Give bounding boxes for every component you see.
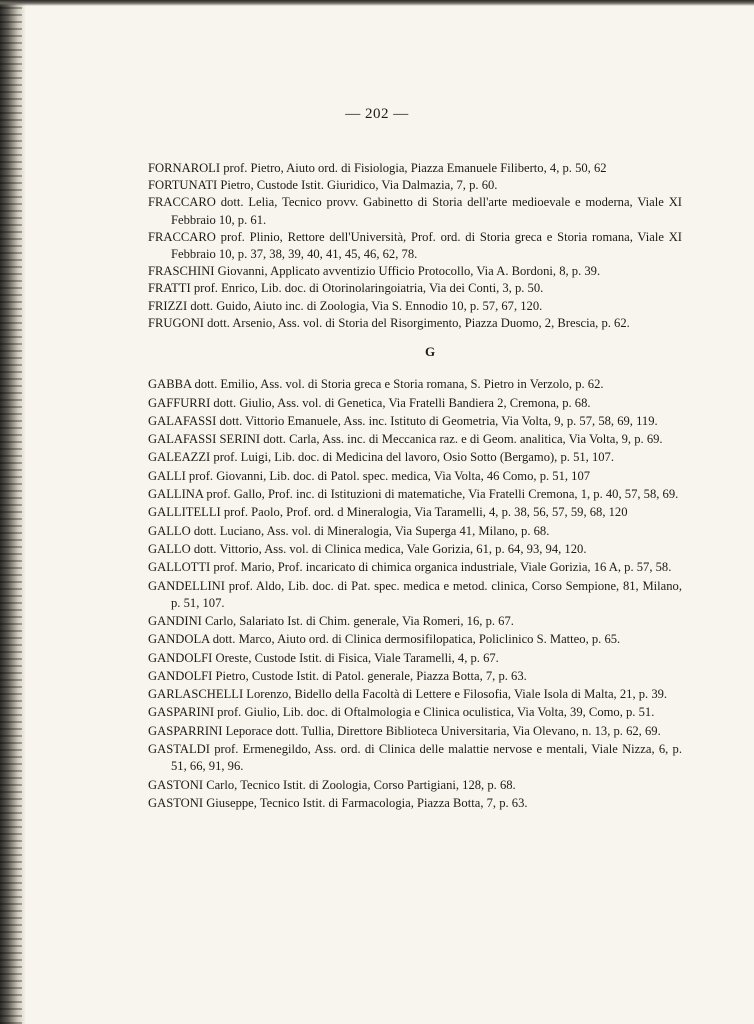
directory-entry: GALEAZZI prof. Luigi, Lib. doc. di Medicina del lavoro, Osio Sotto (Bergamo), p. 51, 107.: [148, 450, 615, 465]
directory-entry: GABBA dott. Emilio, Ass. vol. di Storia greca e Storia romana, S. Pietro in Verzolo, p. 62.: [148, 377, 604, 392]
directory-entry: GANDOLFI Oreste, Custode Istit. di Fisica, Viale Taramelli, 4, p. 67.: [148, 650, 499, 665]
directory-entry: FRASCHINI Giovanni, Applicato avventizio Ufficio Protocollo, Via A. Bordoni, 8, p. 39.: [148, 264, 601, 279]
directory-entry: GALLI prof. Giovanni, Lib. doc. di Patol. spec. medica, Via Volta, 46 Como, p. 51, 107: [148, 468, 591, 483]
directory-entry: GALAFASSI dott. Vittorio Emanuele, Ass. inc. Istituto di Geometria, Via Volta, 9, p. 57, 58, 69, 119.: [148, 413, 658, 428]
directory-entry: GASPARRINI Leporace dott. Tullia, Direttore Biblioteca Universitaria, Via Olevano, n. 13, p. 62, 69.: [148, 723, 661, 738]
directory-entry: GANDOLA dott. Marco, Aiuto ord. di Clinica dermosifilopatica, Policlinico S. Matteo, p. 65.: [148, 632, 621, 647]
directory-entry: GARLASCHELLI Lorenzo, Bidello della Facoltà di Lettere e Filosofia, Viale Isola di Malta, 21, p. 39.: [148, 687, 668, 702]
directory-entry: GASPARINI prof. Giulio, Lib. doc. di Oftalmologia e Clinica oculistica, Via Volta, 39, Como, p. 51.: [148, 705, 655, 720]
directory-entry: FRATTI prof. Enrico, Lib. doc. di Otorinolaringoiatria, Via dei Conti, 3, p. 50.: [148, 281, 544, 296]
directory-entry: FRUGONI dott. Arsenio, Ass. vol. di Storia del Risorgimento, Piazza Duomo, 2, Brescia, p. 62.: [148, 315, 630, 330]
directory-entry: GALLITELLI prof. Paolo, Prof. ord. d Mineralogia, Via Taramelli, 4, p. 38, 56, 57, 59, 68, 120: [148, 505, 628, 520]
page-number: — 202 —: [345, 106, 409, 122]
directory-entry: GALLO dott. Luciano, Ass. vol. di Mineralogia, Via Superga 41, Milano, p. 68.: [148, 523, 550, 538]
directory-entry: GAFFURRI dott. Giulio, Ass. vol. di Genetica, Via Fratelli Bandiera 2, Cremona, p. 68.: [148, 395, 591, 410]
directory-entry: FORNAROLI prof. Pietro, Aiuto ord. di Fisiologia, Piazza Emanuele Filiberto, 4, p. 50, 62: [148, 161, 607, 175]
directory-entry: GALLINA prof. Gallo, Prof. inc. di Istituzioni di matematiche, Via Fratelli Cremona, 1, p. 40, 57, 58, 69.: [148, 487, 679, 502]
directory-list: [148, 160, 682, 813]
binding-stitching: [0, 0, 22, 1024]
directory-entry: GASTONI Giuseppe, Tecnico Istit. di Farmacologia, Piazza Botta, 7, p. 63.: [148, 795, 528, 810]
directory-entry: GALAFASSI SERINI dott. Carla, Ass. inc. di Meccanica raz. e di Geom. analitica, Via Volta, 9, p. 69.: [148, 432, 663, 447]
directory-entry: GASTALDI prof. Ermenegildo, Ass. ord. di Clinica delle malattie nervose e mentali, Viale Nizza, 6, p. 51, 66, 91, 96.: [148, 742, 682, 774]
page-top-edge: [0, 0, 754, 6]
directory-entry: GALLO dott. Vittorio, Ass. vol. di Clinica medica, Vale Gorizia, 61, p. 64, 93, 94, 120.: [148, 541, 587, 556]
directory-entry: FRACCARO dott. Lelia, Tecnico provv. Gabinetto di Storia dell'arte medioevale e moderna, Viale XI Febbraio 10, p. 61.: [148, 195, 682, 227]
directory-entry: FORTUNATI Pietro, Custode Istit. Giuridico, Via Dalmazia, 7, p. 60.: [148, 178, 498, 193]
directory-entry: GANDINI Carlo, Salariato Ist. di Chim. generale, Via Romeri, 16, p. 67.: [148, 614, 514, 628]
directory-entry: FRACCARO prof. Plinio, Rettore dell'Università, Prof. ord. di Storia greca e Storia romana, Viale XI Febbraio 10, p. 37, 38, 39, 40, 41, 45, 46, 62, 78.: [148, 229, 682, 262]
directory-entry: GASTONI Carlo, Tecnico Istit. di Zoologia, Corso Partigiani, 128, p. 68.: [148, 777, 516, 792]
directory-entry: FRIZZI dott. Guido, Aiuto inc. di Zoologia, Via S. Ennodio 10, p. 57, 67, 120.: [148, 298, 543, 313]
directory-entry: GANDOLFI Pietro, Custode Istit. di Patol. generale, Piazza Botta, 7, p. 63.: [148, 668, 527, 683]
directory-entry: GALLOTTI prof. Mario, Prof. incaricato di chimica organica industriale, Viale Gorizia, 16 A, p. 57, 58.: [148, 560, 672, 575]
directory-entry: GANDELLINI prof. Aldo, Lib. doc. di Pat. spec. medica e metod. clinica, Corso Sempione, 81, Milano, p. 51, 107.: [148, 578, 682, 610]
section-letter-heading: G: [424, 344, 436, 360]
